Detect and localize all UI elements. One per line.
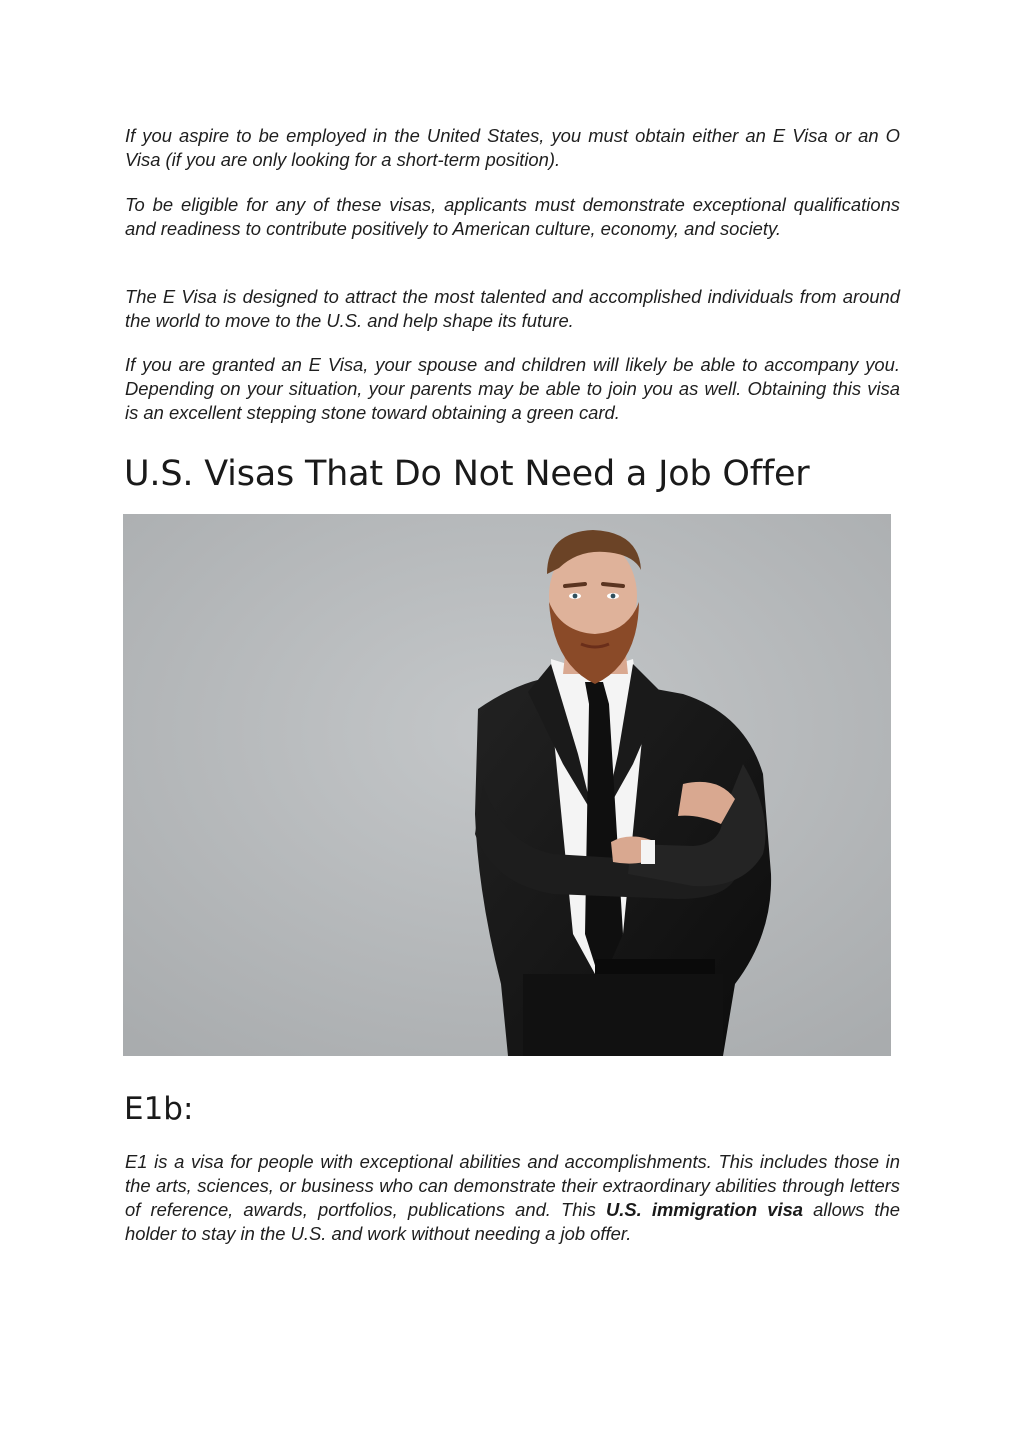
subheading-e1b: E1b: <box>124 1091 194 1127</box>
paragraph-text-before-link: E1 is a visa for people with exceptional abilities and accomplishments. This includes those in the arts, sciences, or business who can demonstrate their extraordinary abilities through letters of reference, awards, portfolios, publications and. This <box>125 1151 900 1220</box>
paragraph-intro: If you aspire to be employed in the United States, you must obtain either an E Visa or an O Visa (if you are only looking for a short-term position). <box>125 125 900 170</box>
paragraph-eligibility: To be eligible for any of these visas, applicants must demonstrate exceptional qualifications and readiness to contribute positively to American culture, economy, and society. <box>125 194 900 239</box>
section-heading: U.S. Visas That Do Not Need a Job Offer <box>124 454 810 494</box>
paragraph-text-after-link: allows the holder to stay in the U.S. and work without needing a job offer. <box>125 1199 900 1244</box>
businessman-photo <box>123 514 891 1056</box>
trousers <box>523 974 723 1056</box>
paragraph-e1-description <box>125 1150 900 1246</box>
shirt-cuff <box>641 840 655 864</box>
belt <box>595 959 715 975</box>
paragraph-family: If you are granted an E Visa, your spouse and children will likely be able to accompany you. Depending on your situation, your parents may be able to join you as well. Obtaining this visa is an excellent stepping stone toward obtaining a green card. <box>125 354 900 423</box>
paragraph-e-visa-purpose: The E Visa is designed to attract the most talented and accomplished individuals from around the world to move to the U.S. and help shape its future. <box>125 286 900 331</box>
immigration-visa-link[interactable]: U.S. immigration visa <box>605 1199 804 1220</box>
